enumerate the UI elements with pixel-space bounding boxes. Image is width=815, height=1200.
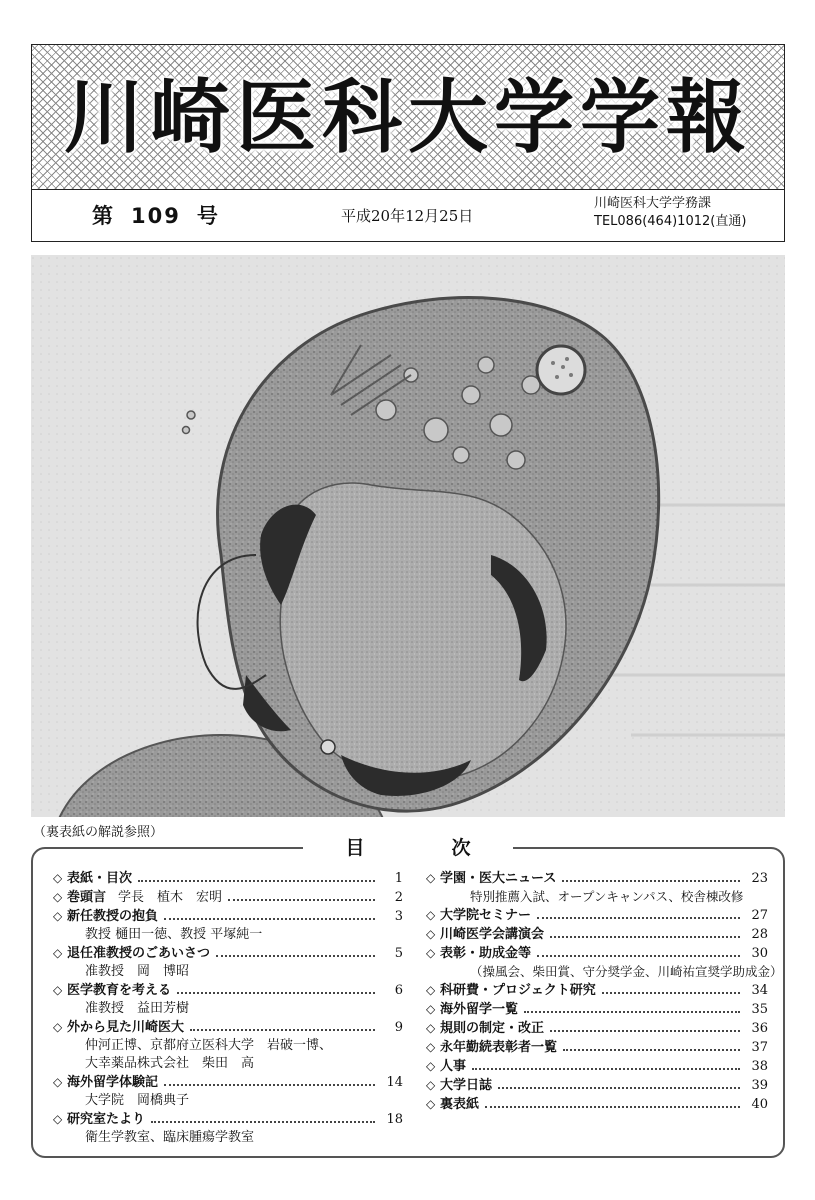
toc-entry[interactable]	[426, 981, 768, 1000]
toc-entry[interactable]	[426, 1019, 768, 1038]
toc-page-number: 5	[394, 946, 403, 961]
dot-leader	[164, 1084, 375, 1086]
dot-leader	[562, 880, 740, 882]
toc-right-column	[426, 869, 783, 1114]
cover-micrograph	[31, 255, 785, 817]
toc-entry-title: 人事	[440, 1059, 467, 1074]
diamond-bullet-icon: ◇	[53, 983, 63, 997]
toc-entry-line	[53, 1018, 403, 1037]
toc-page-number: 18	[386, 1112, 403, 1127]
toc-entry-line	[426, 1057, 768, 1076]
toc-page-number: 9	[394, 1020, 403, 1035]
toc-entry[interactable]	[53, 981, 403, 1018]
toc-page-number: 38	[751, 1059, 768, 1074]
toc-entry-line	[426, 925, 768, 944]
dot-leader	[164, 918, 375, 920]
toc-entry[interactable]	[426, 906, 768, 925]
toc-page-number: 27	[751, 908, 768, 923]
toc-entry-line	[53, 907, 403, 926]
toc-entry-title: 大学日誌	[440, 1078, 493, 1093]
toc-entry-author: 学長 植木 宏明	[118, 890, 223, 905]
toc-entry[interactable]	[53, 1018, 403, 1073]
toc-page-number: 37	[751, 1040, 768, 1055]
toc-entry-title: 研究室たより	[67, 1112, 146, 1127]
toc-entry-line	[53, 1073, 403, 1092]
toc-entry[interactable]	[426, 1057, 768, 1076]
diamond-bullet-icon: ◇	[426, 946, 436, 960]
diamond-bullet-icon: ◇	[53, 946, 63, 960]
toc-entry[interactable]	[426, 1038, 768, 1057]
table-of-contents	[31, 837, 785, 1158]
toc-entry-subtitle: 教授 樋田一徳、教授 平塚純一	[85, 927, 263, 942]
toc-entry-title: 裏表紙	[440, 1097, 480, 1112]
toc-heading: 目 次	[303, 837, 512, 859]
masthead-banner	[31, 44, 785, 190]
toc-page-number: 1	[394, 871, 403, 886]
toc-page-number: 2	[394, 890, 403, 905]
toc-entry-subtitle: 大幸薬品株式会社 柴田 高	[85, 1056, 255, 1071]
toc-entry-line	[426, 869, 768, 888]
toc-entry[interactable]	[426, 869, 768, 906]
diamond-bullet-icon: ◇	[53, 909, 63, 923]
diamond-bullet-icon: ◇	[426, 908, 436, 922]
toc-page-number: 36	[751, 1021, 768, 1036]
dot-leader	[563, 1049, 740, 1051]
diamond-bullet-icon: ◇	[426, 983, 436, 997]
issue-suffix: 号	[196, 204, 220, 228]
journal-title: 川崎医科大学学報	[64, 70, 752, 164]
diamond-bullet-icon: ◇	[53, 871, 63, 885]
toc-entry-line	[426, 981, 768, 1000]
toc-entry[interactable]	[53, 1110, 403, 1147]
toc-page-number: 23	[751, 871, 768, 886]
dot-leader	[472, 1068, 740, 1070]
office-tel: TEL086(464)1012(直通)	[594, 214, 747, 229]
toc-entry-subtitle: （操風会、柴田賞、守分奨学金、川崎祐宣奨学助成金）	[470, 964, 783, 979]
toc-page-number: 40	[751, 1097, 768, 1112]
toc-entry-line	[426, 944, 768, 963]
toc-entry[interactable]	[426, 1076, 768, 1095]
dot-leader	[485, 1106, 740, 1108]
toc-entry-title: 永年勤続表彰者一覧	[440, 1040, 558, 1055]
toc-page-number: 35	[751, 1002, 768, 1017]
dot-leader	[524, 1011, 740, 1013]
diamond-bullet-icon: ◇	[426, 1078, 436, 1092]
toc-entry-line	[53, 981, 403, 1000]
toc-entry-title: 退任准教授のごあいさつ	[67, 946, 211, 961]
toc-entry-title: 大学院セミナー	[440, 908, 532, 923]
diamond-bullet-icon: ◇	[53, 890, 63, 904]
toc-entry-title: 外から見た川崎医大	[67, 1020, 185, 1035]
dot-leader	[151, 1121, 375, 1123]
dot-leader	[216, 955, 375, 957]
dot-leader	[550, 1030, 740, 1032]
dot-leader	[498, 1087, 740, 1089]
toc-entry[interactable]	[53, 869, 403, 888]
toc-entry-title: 表紙・目次	[67, 871, 133, 886]
toc-entry-title: 海外留学一覧	[440, 1002, 519, 1017]
toc-entry-line	[426, 906, 768, 925]
micrograph-illustration	[31, 255, 785, 817]
toc-entry-line	[53, 944, 403, 963]
toc-page-number: 6	[394, 983, 403, 998]
dot-leader	[537, 955, 740, 957]
toc-entry-title: 巻頭言	[67, 890, 107, 905]
diamond-bullet-icon: ◇	[426, 1040, 436, 1054]
toc-entry-subtitle: 准教授 岡 博昭	[85, 964, 190, 979]
toc-entry[interactable]	[426, 925, 768, 944]
toc-entry-line	[426, 1000, 768, 1019]
issue-info-bar	[31, 190, 785, 242]
toc-entry-line	[53, 1110, 403, 1129]
toc-entry-title: 科研費・プロジェクト研究	[440, 983, 596, 998]
dot-leader	[138, 880, 375, 882]
toc-page-number: 30	[751, 946, 768, 961]
dot-leader	[190, 1029, 375, 1031]
toc-entry-subtitle: 准教授 益田芳樹	[85, 1001, 190, 1016]
toc-entry[interactable]	[426, 944, 783, 981]
dot-leader	[550, 936, 740, 938]
toc-entry-line	[426, 1095, 768, 1114]
dot-leader	[177, 992, 375, 994]
office-contact	[594, 195, 746, 231]
issue-number	[92, 200, 220, 230]
toc-entry[interactable]	[426, 1095, 768, 1114]
issue-prefix: 第	[92, 204, 115, 228]
toc-entry-line	[426, 1076, 768, 1095]
toc-entry-title: 海外留学体験記	[67, 1075, 159, 1090]
toc-entry-line	[426, 1019, 768, 1038]
toc-entry-line	[53, 869, 403, 888]
toc-entry-title: 川崎医学会講演会	[440, 927, 545, 942]
toc-entry-title: 医学教育を考える	[67, 983, 172, 998]
office-name: 川崎医科大学学務課	[594, 196, 712, 211]
issue-number-value: 109	[131, 204, 181, 228]
toc-heading-wrap	[33, 833, 783, 860]
diamond-bullet-icon: ◇	[426, 1097, 436, 1111]
diamond-bullet-icon: ◇	[426, 927, 436, 941]
toc-entry[interactable]	[426, 1000, 768, 1019]
toc-entry-title: 規則の制定・改正	[440, 1021, 545, 1036]
toc-entry[interactable]	[53, 907, 403, 944]
toc-entry-subtitle: 大学院 岡橋典子	[85, 1093, 190, 1108]
toc-entry-title: 表彰・助成金等	[440, 946, 532, 961]
toc-entry-subtitle: 特別推薦入試、オープンキャンパス、校舎棟改修	[470, 889, 744, 904]
toc-page-number: 3	[394, 909, 403, 924]
diamond-bullet-icon: ◇	[426, 1059, 436, 1073]
diamond-bullet-icon: ◇	[426, 1002, 436, 1016]
dot-leader	[602, 992, 740, 994]
toc-page-number: 14	[386, 1075, 403, 1090]
toc-left-column	[53, 869, 403, 1147]
diamond-bullet-icon: ◇	[53, 1020, 63, 1034]
toc-entry[interactable]	[53, 944, 403, 981]
diamond-bullet-icon: ◇	[426, 871, 436, 885]
toc-entry[interactable]	[53, 888, 403, 907]
dot-leader	[228, 899, 375, 901]
toc-entry[interactable]	[53, 1073, 403, 1110]
diamond-bullet-icon: ◇	[426, 1021, 436, 1035]
issue-date: 平成20年12月25日	[341, 207, 474, 225]
toc-entry-title: 学園・医大ニュース	[440, 871, 557, 886]
toc-entry-subtitle: 仲河正博、京都府立医科大学 岩破一博、	[85, 1038, 333, 1053]
toc-page-number: 34	[751, 983, 768, 998]
toc-entry-line	[53, 888, 403, 907]
toc-entry-subtitle: 衛生学教室、臨床腫瘍学教室	[85, 1130, 255, 1145]
diamond-bullet-icon: ◇	[53, 1112, 63, 1126]
toc-page-number: 39	[751, 1078, 768, 1093]
toc-page-number: 28	[751, 927, 768, 942]
dot-leader	[537, 917, 740, 919]
diamond-bullet-icon: ◇	[53, 1075, 63, 1089]
cover-caption: （裏表紙の解説参照）	[33, 825, 164, 840]
toc-entry-line	[426, 1038, 768, 1057]
toc-entry-title: 新任教授の抱負	[67, 909, 159, 924]
